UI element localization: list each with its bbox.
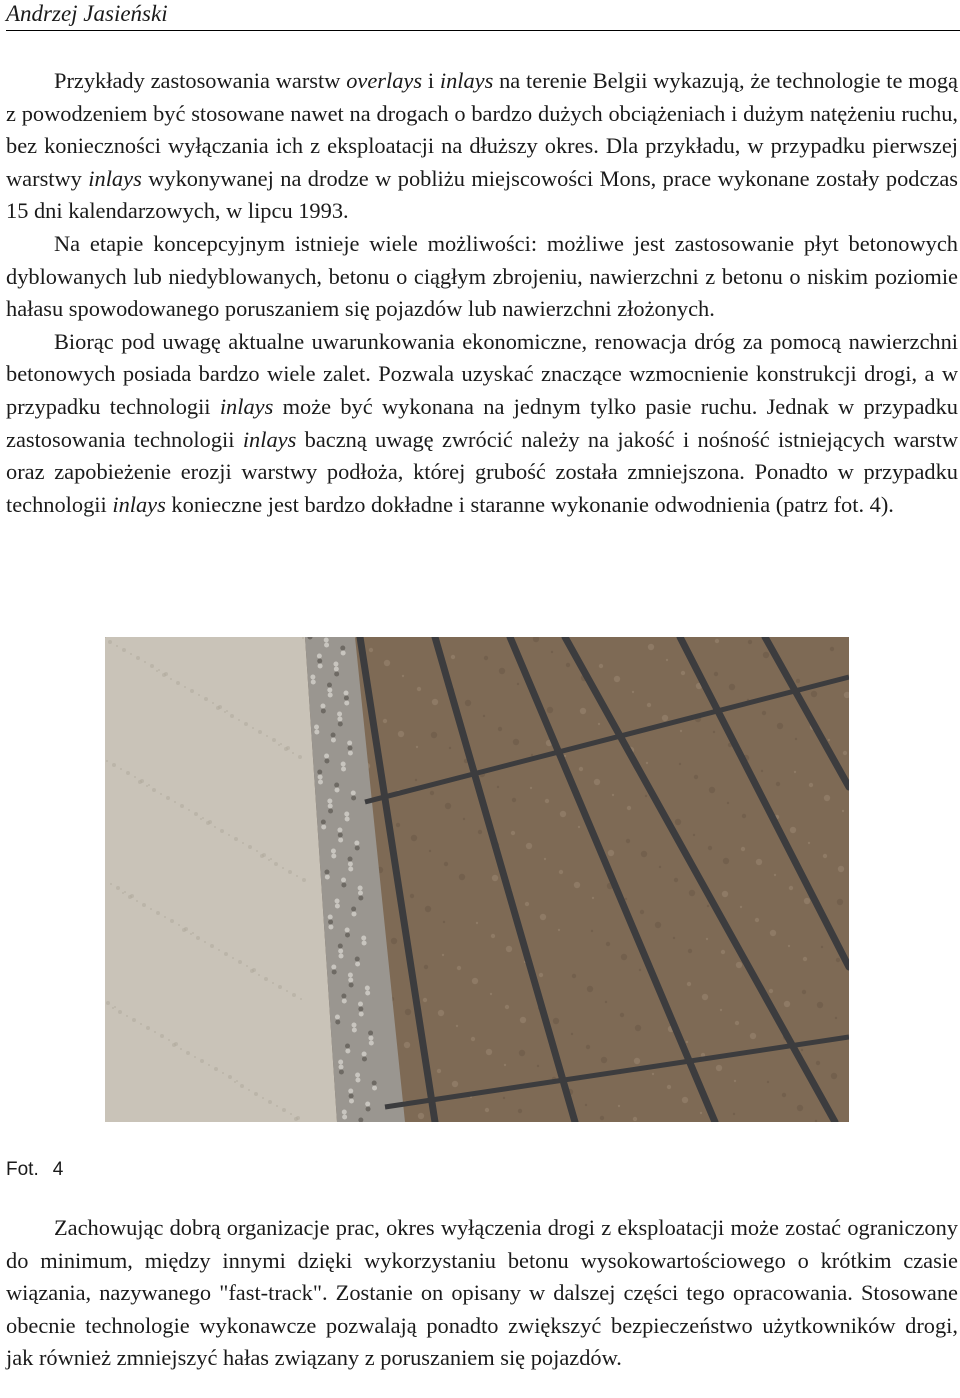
paragraph: Zachowując dobrą organizacje prac, okres wyłączenia drogi z eksploatacji może zostać ograniczony do minimum, między innymi dzięki wykorzystaniu betonu wysokowartościowego o krótkim czasie wiązania, nazywanego "fast-track". Zostanie on opisany w dalszej części tego opracowania. Stosowane obecnie technologie wykonawcze pozwalają ponadto zwiększyć bezpieczeństwo użytkowników drogi, jak również zmniejszyć hałas związany z poruszaniem się pojazdów. [6,1215,958,1371]
author-name: Andrzej Jasieński [6,1,168,26]
caption-label: Fot. [6,1159,39,1180]
figure-caption [6,1158,63,1182]
paragraph: Przykłady zastosowania warstw overlays i inlays na terenie Belgii wykazują, że technologie te mogą z powodzeniem być stosowane nawet na drogach o bardzo dużych obciążeniach i dużym natężeniu ruchu, bez konieczności wyłączania ich z eksploatacji na dłuższy okres. Dla przykładu, w przypadku pierwszej warstwy inlays wykonywanej na drodze w pobliżu miejscowości Mons, prace wykonane zostały podczas 15 dni kalendarzowych, w lipcu 1993. [6,68,958,224]
paragraph: Na etapie koncepcyjnym istnieje wiele możliwości: możliwe jest zastosowanie płyt betonowych dyblowanych lub niedyblowanych, betonu o ciągłym zbrojeniu, nawierzchni z betonu o niskim poziomie hałasu spowodowanego poruszaniem się pojazdów lub nawierzchni złożonych. [6,230,958,322]
body-text-bottom [6,1212,958,1375]
photo-illustration [105,637,849,1122]
figure-photo-rebar [105,637,849,1122]
paragraph: Biorąc pod uwagę aktualne uwarunkowania ekonomiczne, renowacja dróg za pomocą nawierzchni betonowych posiada bardzo wiele zalet. Pozwala uzyskać znaczące wzmocnienie konstrukcji drogi, a w przypadku technologii inlays może być wykonana na jednym tylko pasie ruchu. Jednak w przypadku zastosowania technologii inlays baczną uwagę zwrócić należy na jakość i nośność istniejących warstw oraz zapobieżenie erozji warstwy podłoża, której grubość została zmniejszona. Ponadto w przypadku technologii inlays konieczne jest bardzo dokładne i staranne wykonanie odwodnienia (patrz fot. 4). [6,328,959,517]
caption-number: 4 [52,1159,64,1180]
body-text-top [6,65,958,521]
page-header [6,0,960,31]
